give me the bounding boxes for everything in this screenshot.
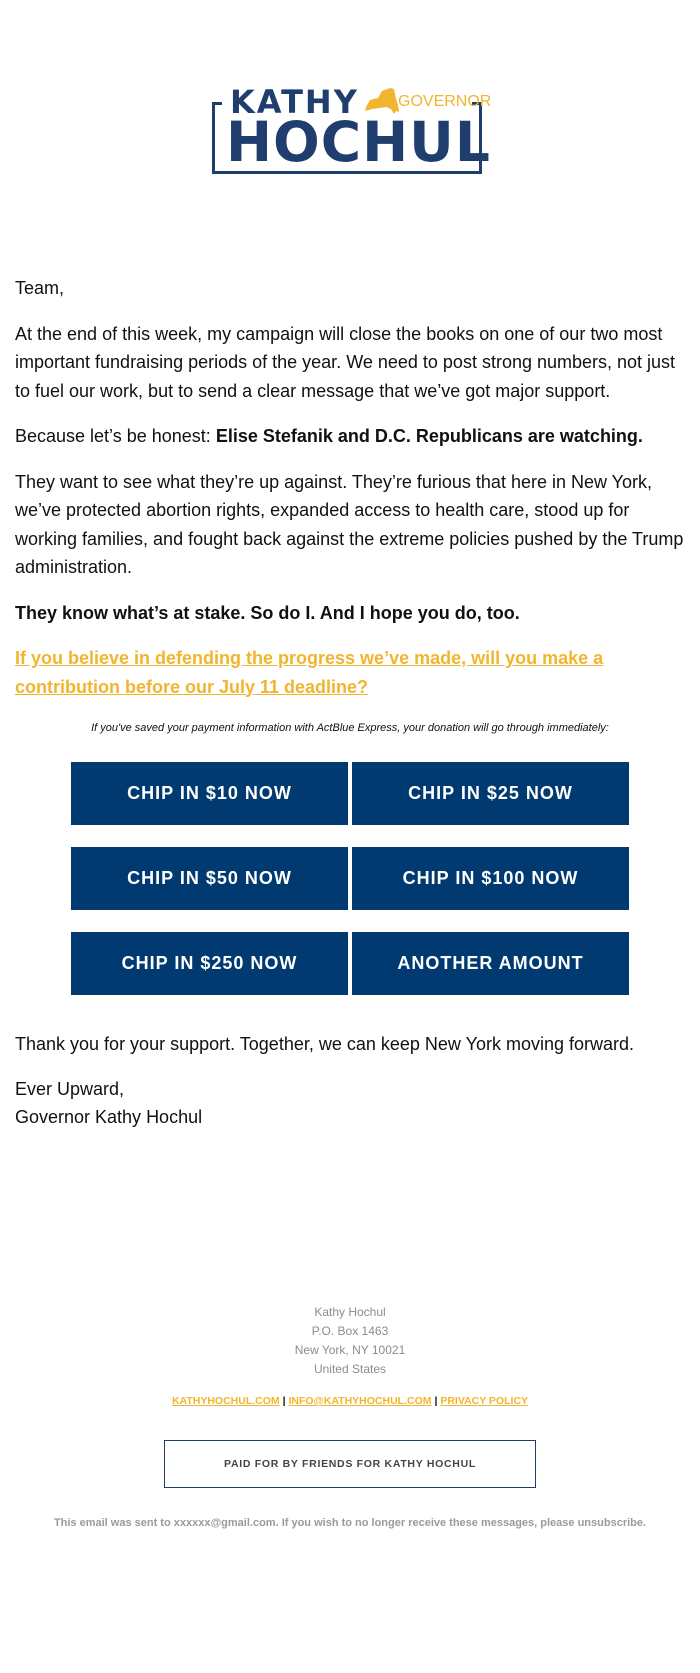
paragraph-honest-lead: Because let’s be honest: (15, 426, 216, 446)
paragraph-honest (15, 422, 685, 451)
chip-in-100-button[interactable]: CHIP IN $100 NOW (352, 847, 629, 910)
donation-row (71, 847, 629, 910)
signoff: Ever Upward, (15, 1078, 125, 1099)
link-separator: | (434, 1395, 438, 1407)
contribution-link[interactable]: If you believe in defending the progress we’ve made, will you make a contribution before our July 11 deadline? (15, 648, 604, 697)
website-link[interactable]: KATHYHOCHUL.COM (171, 1395, 280, 1407)
paragraph-furious: They want to see what they’re up against. They’re furious that here in New York, we’ve protected abortion rights, expanded access to health care, stood up for working families, and fought back against the extreme policies pushed by the Trump administration. (15, 471, 684, 577)
address-line: P.O. Box 1463 (311, 1324, 389, 1338)
donation-row (71, 932, 629, 995)
another-amount-button[interactable]: ANOTHER AMOUNT (352, 932, 629, 995)
donation-row (71, 762, 629, 825)
chip-in-250-button[interactable]: CHIP IN $250 NOW (71, 932, 348, 995)
campaign-logo (212, 83, 492, 176)
unsubscribe-notice[interactable]: This email was sent to xxxxxx@gmail.com. If you wish to no longer receive these messages, please unsubscribe. (53, 1517, 647, 1529)
chip-in-10-button[interactable]: CHIP IN $10 NOW (71, 762, 348, 825)
footer-links (0, 1394, 700, 1408)
chip-in-50-button[interactable]: CHIP IN $50 NOW (71, 847, 348, 910)
address-line: United States (313, 1362, 387, 1376)
chip-in-25-button[interactable]: CHIP IN $25 NOW (352, 762, 629, 825)
link-separator: | (282, 1395, 286, 1407)
footer-address (0, 1303, 700, 1379)
paragraph-stakes: They know what’s at stake. So do I. And I hope you do, too. (15, 602, 520, 623)
email-closing (15, 1030, 685, 1132)
logo-last-name: HOCHUL (226, 110, 491, 174)
actblue-express-note: If you've saved your payment information with ActBlue Express, your donation will go through immediately: (91, 722, 609, 734)
address-line: Kathy Hochul (314, 1305, 386, 1319)
signature: Governor Kathy Hochul (15, 1107, 203, 1127)
email-link[interactable]: INFO@KATHYHOCHUL.COM (288, 1395, 432, 1407)
paragraph-intro: At the end of this week, my campaign will close the books on one of our two most important fundraising periods of the year. We need to post strong numbers, not just to fuel our work, but to send a clear message that we’ve got major support. (15, 323, 676, 401)
email-body (15, 274, 685, 749)
logo-title: GOVERNOR (398, 93, 492, 110)
greeting: Team, (15, 278, 65, 298)
donation-buttons (71, 762, 629, 1017)
privacy-policy-link[interactable]: PRIVACY POLICY (440, 1395, 529, 1407)
address-line: New York, NY 10021 (294, 1343, 406, 1357)
paid-for-disclaimer: PAID FOR BY FRIENDS FOR KATHY HOCHUL (164, 1440, 536, 1488)
paragraph-honest-bold: Elise Stefanik and D.C. Republicans are watching. (215, 426, 643, 446)
thanks-line: Thank you for your support. Together, we can keep New York moving forward. (15, 1034, 635, 1054)
logo-first-name: KATHY (230, 83, 359, 121)
